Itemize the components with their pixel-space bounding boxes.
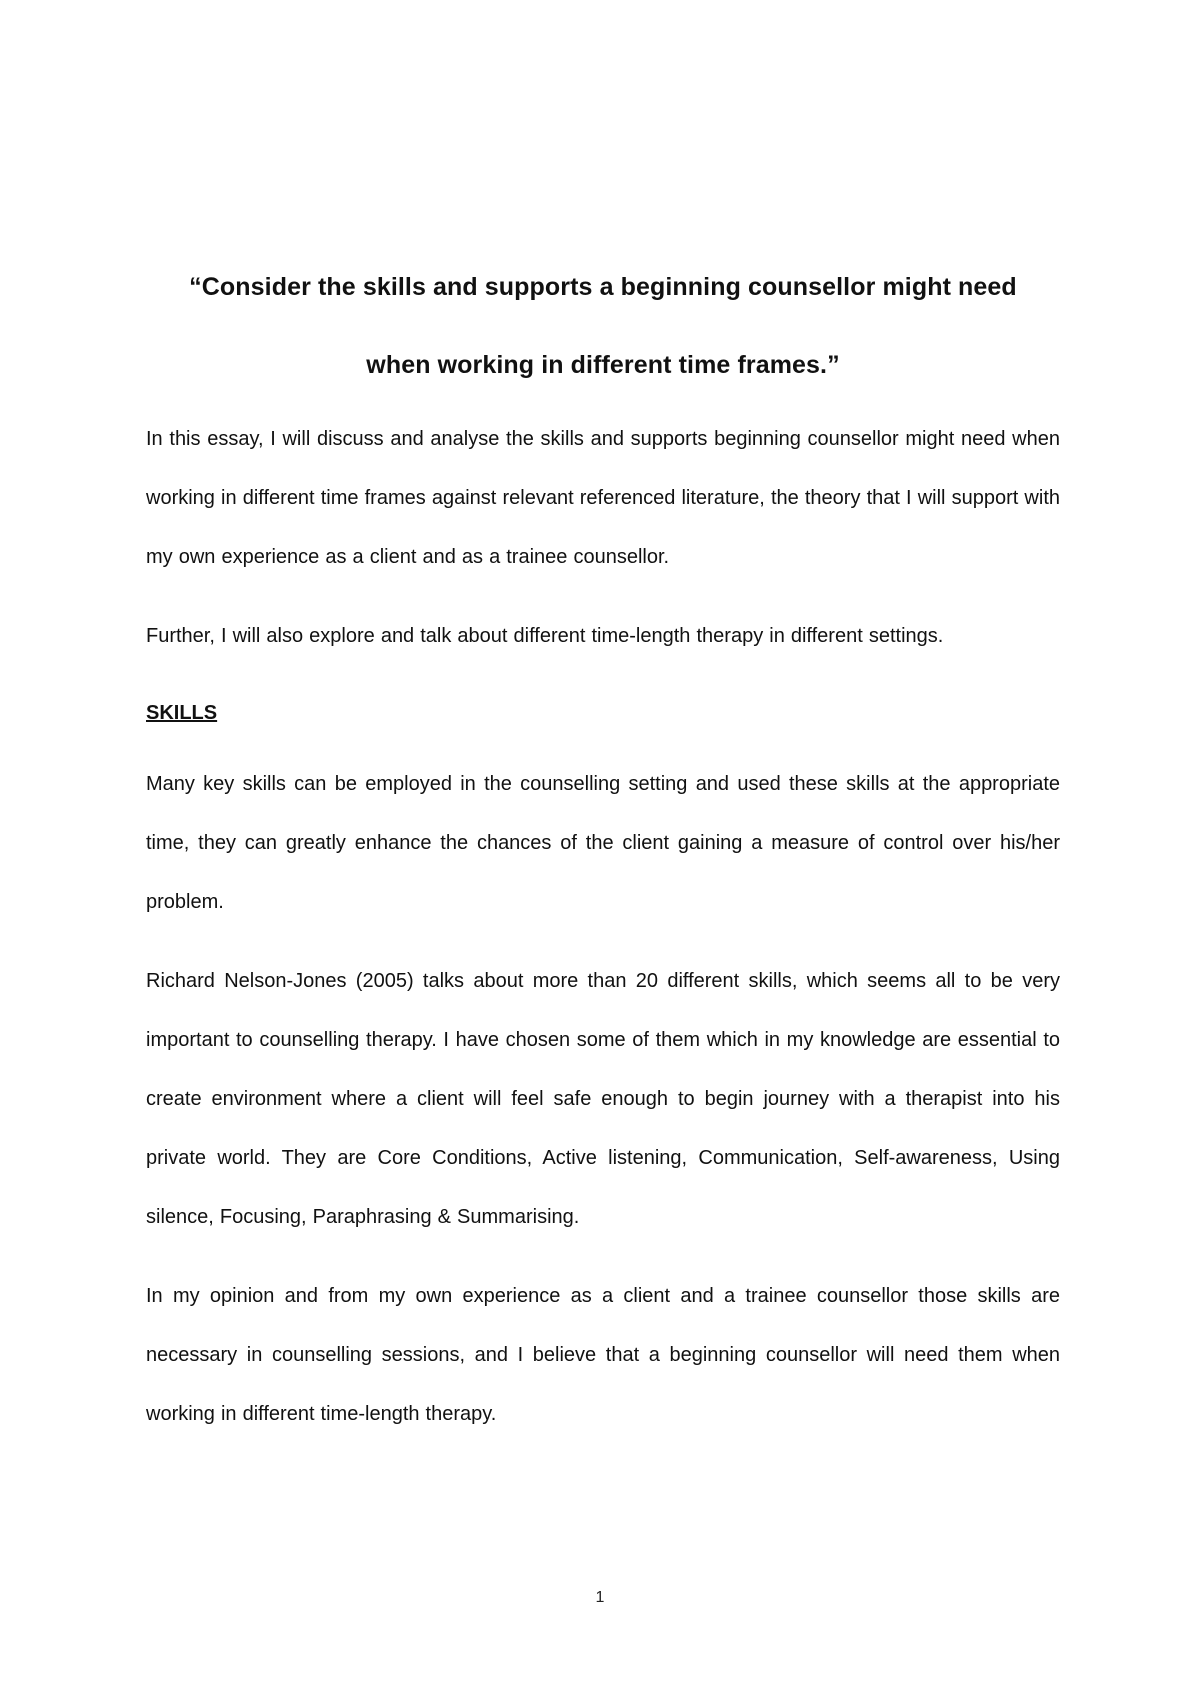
document-body: [146, 248, 1060, 1444]
essay-title: [146, 248, 1060, 404]
essay-title-line-2: when working in different time frames.”: [366, 351, 840, 379]
page-number: 1: [595, 1589, 605, 1606]
key-skills-paragraph: Many key skills can be employed in the counselling setting and used these skills at the appropriate time, they can greatly enhance the chances of the client gaining a measure of control over his/her problem.: [146, 773, 1060, 913]
intro-paragraph: In this essay, I will discuss and analyse the skills and supports beginning counsellor might need when working in different time frames against relevant referenced literature, the theory that I will support with my own experience as a client and as a trainee counsellor.: [146, 428, 1060, 568]
essay-title-line-1: “Consider the skills and supports a beginning counsellor might need: [189, 273, 1017, 301]
further-paragraph: Further, I will also explore and talk about different time-length therapy in different settings.: [146, 625, 944, 647]
skills-heading: SKILLS: [146, 702, 218, 724]
nelson-jones-paragraph: Richard Nelson-Jones (2005) talks about more than 20 different skills, which seems all to be very important to counselling therapy. I have chosen some of them which in my knowledge are essential to create environment where a client will feel safe enough to begin journey with a therapist into his private world. They are Core Conditions, Active listening, Communication, Self-awareness, Using silence, Focusing, Paraphrasing & Summarising.: [146, 970, 1060, 1228]
opinion-paragraph: In my opinion and from my own experience as a client and a trainee counsellor those skills are necessary in counselling sessions, and I believe that a beginning counsellor will need them when working in different time-length therapy.: [146, 1285, 1060, 1425]
